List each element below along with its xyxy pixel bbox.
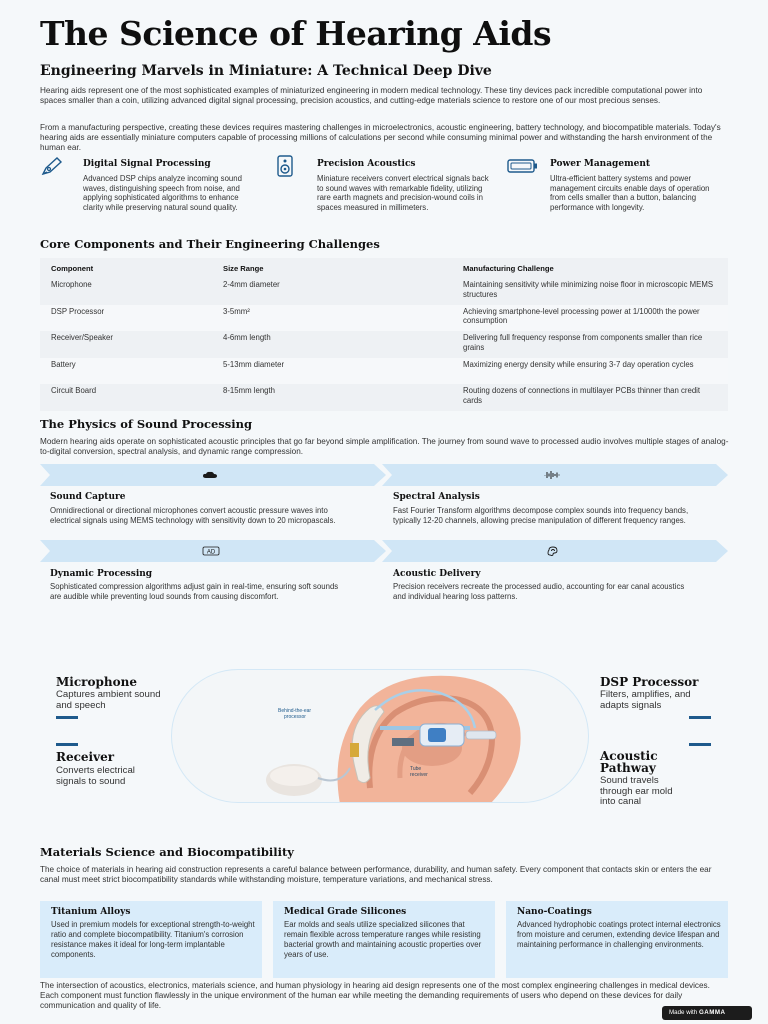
- table-cell: Achieving smartphone-level processing power at 1/1000th the power consumption: [452, 305, 728, 332]
- table-cell: Battery: [40, 358, 212, 385]
- step-desc: Precision receivers recreate the processed audio, accounting for ear canal acoustics and individual hearing loss patterns.: [393, 582, 685, 601]
- table-row: [40, 384, 728, 411]
- diagram-pathway-title: Acoustic Pathway: [600, 749, 658, 775]
- physics-heading: The Physics of Sound Processing: [40, 417, 253, 431]
- diagram-dsp-title: DSP Processor: [600, 675, 699, 689]
- material-title: Titanium Alloys: [51, 907, 131, 917]
- step-chevron-dynamic-processing: [40, 540, 386, 562]
- page-title: The Science of Hearing Aids: [40, 14, 552, 53]
- column-header: Manufacturing Challenge: [452, 258, 728, 278]
- diagram-bar: [56, 716, 78, 719]
- step-title: Dynamic Processing: [50, 569, 153, 579]
- table-cell: Maximizing energy density while ensuring 3-7 day operation cycles: [452, 358, 728, 385]
- material-card-titanium: [40, 901, 262, 978]
- diagram-bar: [689, 716, 711, 719]
- table-cell: Routing dozens of connections in multilayer PCBs thinner than credit cards: [452, 384, 728, 411]
- diagram-dsp-desc: Filters, amplifies, and adapts signals: [600, 689, 691, 711]
- table-cell: Delivering full frequency response from components smaller than rice grains: [452, 331, 728, 358]
- step-desc: Sophisticated compression algorithms adjust gain in real-time, ensuring soft sounds are audible while preventing loud sounds from causing discomfort.: [50, 582, 339, 601]
- physics-intro: Modern hearing aids operate on sophisticated acoustic principles that go far beyond simple amplification. The journey from sound wave to processed audio involves multiple stages of analog-to-digital conversion, spectral analysis, and dynamic range compression.: [40, 437, 729, 456]
- diagram-bar: [56, 743, 78, 746]
- components-heading: Core Components and Their Engineering Challenges: [40, 237, 380, 251]
- material-card-nano-coatings: [506, 901, 728, 978]
- feature-desc: Miniature receivers convert electrical signals back to sound waves with remarkable fidelity, utilizing rare earth magnets and precision-wound coils in spaces measured in millimeters.: [317, 174, 489, 212]
- table-cell: Receiver/Speaker: [40, 331, 212, 358]
- diagram-receiver-desc: Converts electrical signals to sound: [56, 765, 135, 787]
- components-table: [40, 258, 728, 411]
- step-title: Sound Capture: [50, 492, 126, 502]
- image-label-receiver: Tube receiver: [410, 766, 428, 778]
- material-desc: Ear molds and seals utilize specialized silicones that remain flexible across temperature ranges while resisting bacterial growth and maintaining acoustic properties over years of use.: [284, 920, 482, 959]
- material-title: Nano-Coatings: [517, 907, 592, 917]
- step-title: Spectral Analysis: [393, 492, 480, 502]
- table-row: [40, 305, 728, 332]
- feature-desc: Ultra-efficient battery systems and power management circuits enable days of operation from cells smaller than a button, balancing performance with longevity.: [550, 174, 710, 212]
- table-cell: 5-13mm diameter: [212, 358, 452, 385]
- table-cell: 4-6mm length: [212, 331, 452, 358]
- column-header: Size Range: [212, 258, 452, 278]
- column-header: Component: [40, 258, 212, 278]
- materials-outro: The intersection of acoustics, electronics, materials science, and human physiology in hearing aid design represents one of the most complex engineering challenges in medical devices. Each component must function flawlessly in the unique environment of the human ear while meeting the demanding requirements of users who depend on these devices for daily communication and quality of life.: [40, 981, 710, 1010]
- material-title: Medical Grade Silicones: [284, 907, 407, 917]
- image-label-processor: Behind-the-ear processor: [278, 708, 312, 720]
- table-row: [40, 358, 728, 385]
- feature-desc: Advanced DSP chips analyze incoming sound waves, distinguishing speech from noise, and applying sophisticated algorithms to enhance clarity while preserving natural sound quality.: [83, 174, 242, 212]
- step-chevron-acoustic-delivery: [382, 540, 728, 562]
- battery-icon: [507, 155, 539, 177]
- diagram-microphone-title: Microphone: [56, 675, 137, 689]
- material-desc: Used in premium models for exceptional strength-to-weight ratio and complete biocompatibility. Titanium's corrosion resistance makes it ideal for long-term implantable components.: [51, 920, 255, 959]
- table-cell: 3-5mm²: [212, 305, 452, 332]
- intro-paragraph-1: Hearing aids represent one of the most sophisticated examples of miniaturized engineering in modern medical technology. These tiny devices pack incredible computational power into spaces smaller than a coin, utilizing advanced digital signal processing, precision acoustics, and cutting-edge materials science to restore one of our most precious senses.: [40, 86, 703, 105]
- table-row: [40, 278, 728, 305]
- diagram-pathway-desc: Sound travels through ear mold into canal: [600, 775, 673, 807]
- table-cell: 8-15mm length: [212, 384, 452, 411]
- diagram-bar: [689, 743, 711, 746]
- badge-brand: GAMMA: [698, 1009, 726, 1016]
- table-cell: Maintaining sensitivity while minimizing noise floor in microscopic MEMS structures: [452, 278, 728, 305]
- dsp-pen-icon: [40, 155, 66, 177]
- intro-paragraph-2: From a manufacturing perspective, creating these devices requires mastering challenges in microelectronics, acoustic engineering, battery technology, and biocompatible materials. Today's hearing aids are essentially miniature computers capable of processing millions of calculations per second while consuming minimal power and withstanding the harsh environment of the human ear.: [40, 123, 721, 152]
- hearing-aid-illustration: [170, 668, 590, 804]
- material-card-silicones: [273, 901, 495, 978]
- feature-title: Precision Acoustics: [317, 159, 416, 169]
- step-chevron-spectral-analysis: [382, 464, 728, 486]
- step-chevron-sound-capture: [40, 464, 386, 486]
- material-desc: Advanced hydrophobic coatings protect internal electronics from moisture and cerumen, extending device lifespan and maintaining performance in challenging environments.: [517, 920, 721, 949]
- table-cell: 2-4mm diameter: [212, 278, 452, 305]
- table-header-row: [40, 258, 728, 278]
- step-desc: Omnidirectional or directional microphones convert acoustic pressure waves into electrical signals using MEMS technology with sensitivity down to 20 micropascals.: [50, 506, 336, 525]
- step-desc: Fast Fourier Transform algorithms decompose complex sounds into frequency bands, typically 12-20 channels, allowing precise manipulation of different frequency ranges.: [393, 506, 689, 525]
- feature-title: Power Management: [550, 159, 651, 169]
- badge-prefix: Made with: [669, 1009, 698, 1016]
- page-subtitle: Engineering Marvels in Miniature: A Technical Deep Dive: [40, 63, 492, 79]
- table-cell: Microphone: [40, 278, 212, 305]
- diagram-microphone-desc: Captures ambient sound and speech: [56, 689, 161, 711]
- speaker-icon: [274, 155, 300, 177]
- table-cell: Circuit Board: [40, 384, 212, 411]
- ad-badge-text: AD: [206, 549, 216, 556]
- table-cell: DSP Processor: [40, 305, 212, 332]
- materials-intro: The choice of materials in hearing aid construction represents a careful balance between performance, durability, and human safety. Every component that contacts skin or enters the ear canal must meet strict biocompatibility standards while withstanding moisture, temperature variations, and mechanical stress.: [40, 865, 712, 884]
- materials-heading: Materials Science and Biocompatibility: [40, 845, 294, 859]
- feature-title: Digital Signal Processing: [83, 159, 211, 169]
- step-title: Acoustic Delivery: [393, 569, 481, 579]
- made-with-badge[interactable]: [662, 1006, 752, 1020]
- table-row: [40, 331, 728, 358]
- diagram-receiver-title: Receiver: [56, 750, 115, 764]
